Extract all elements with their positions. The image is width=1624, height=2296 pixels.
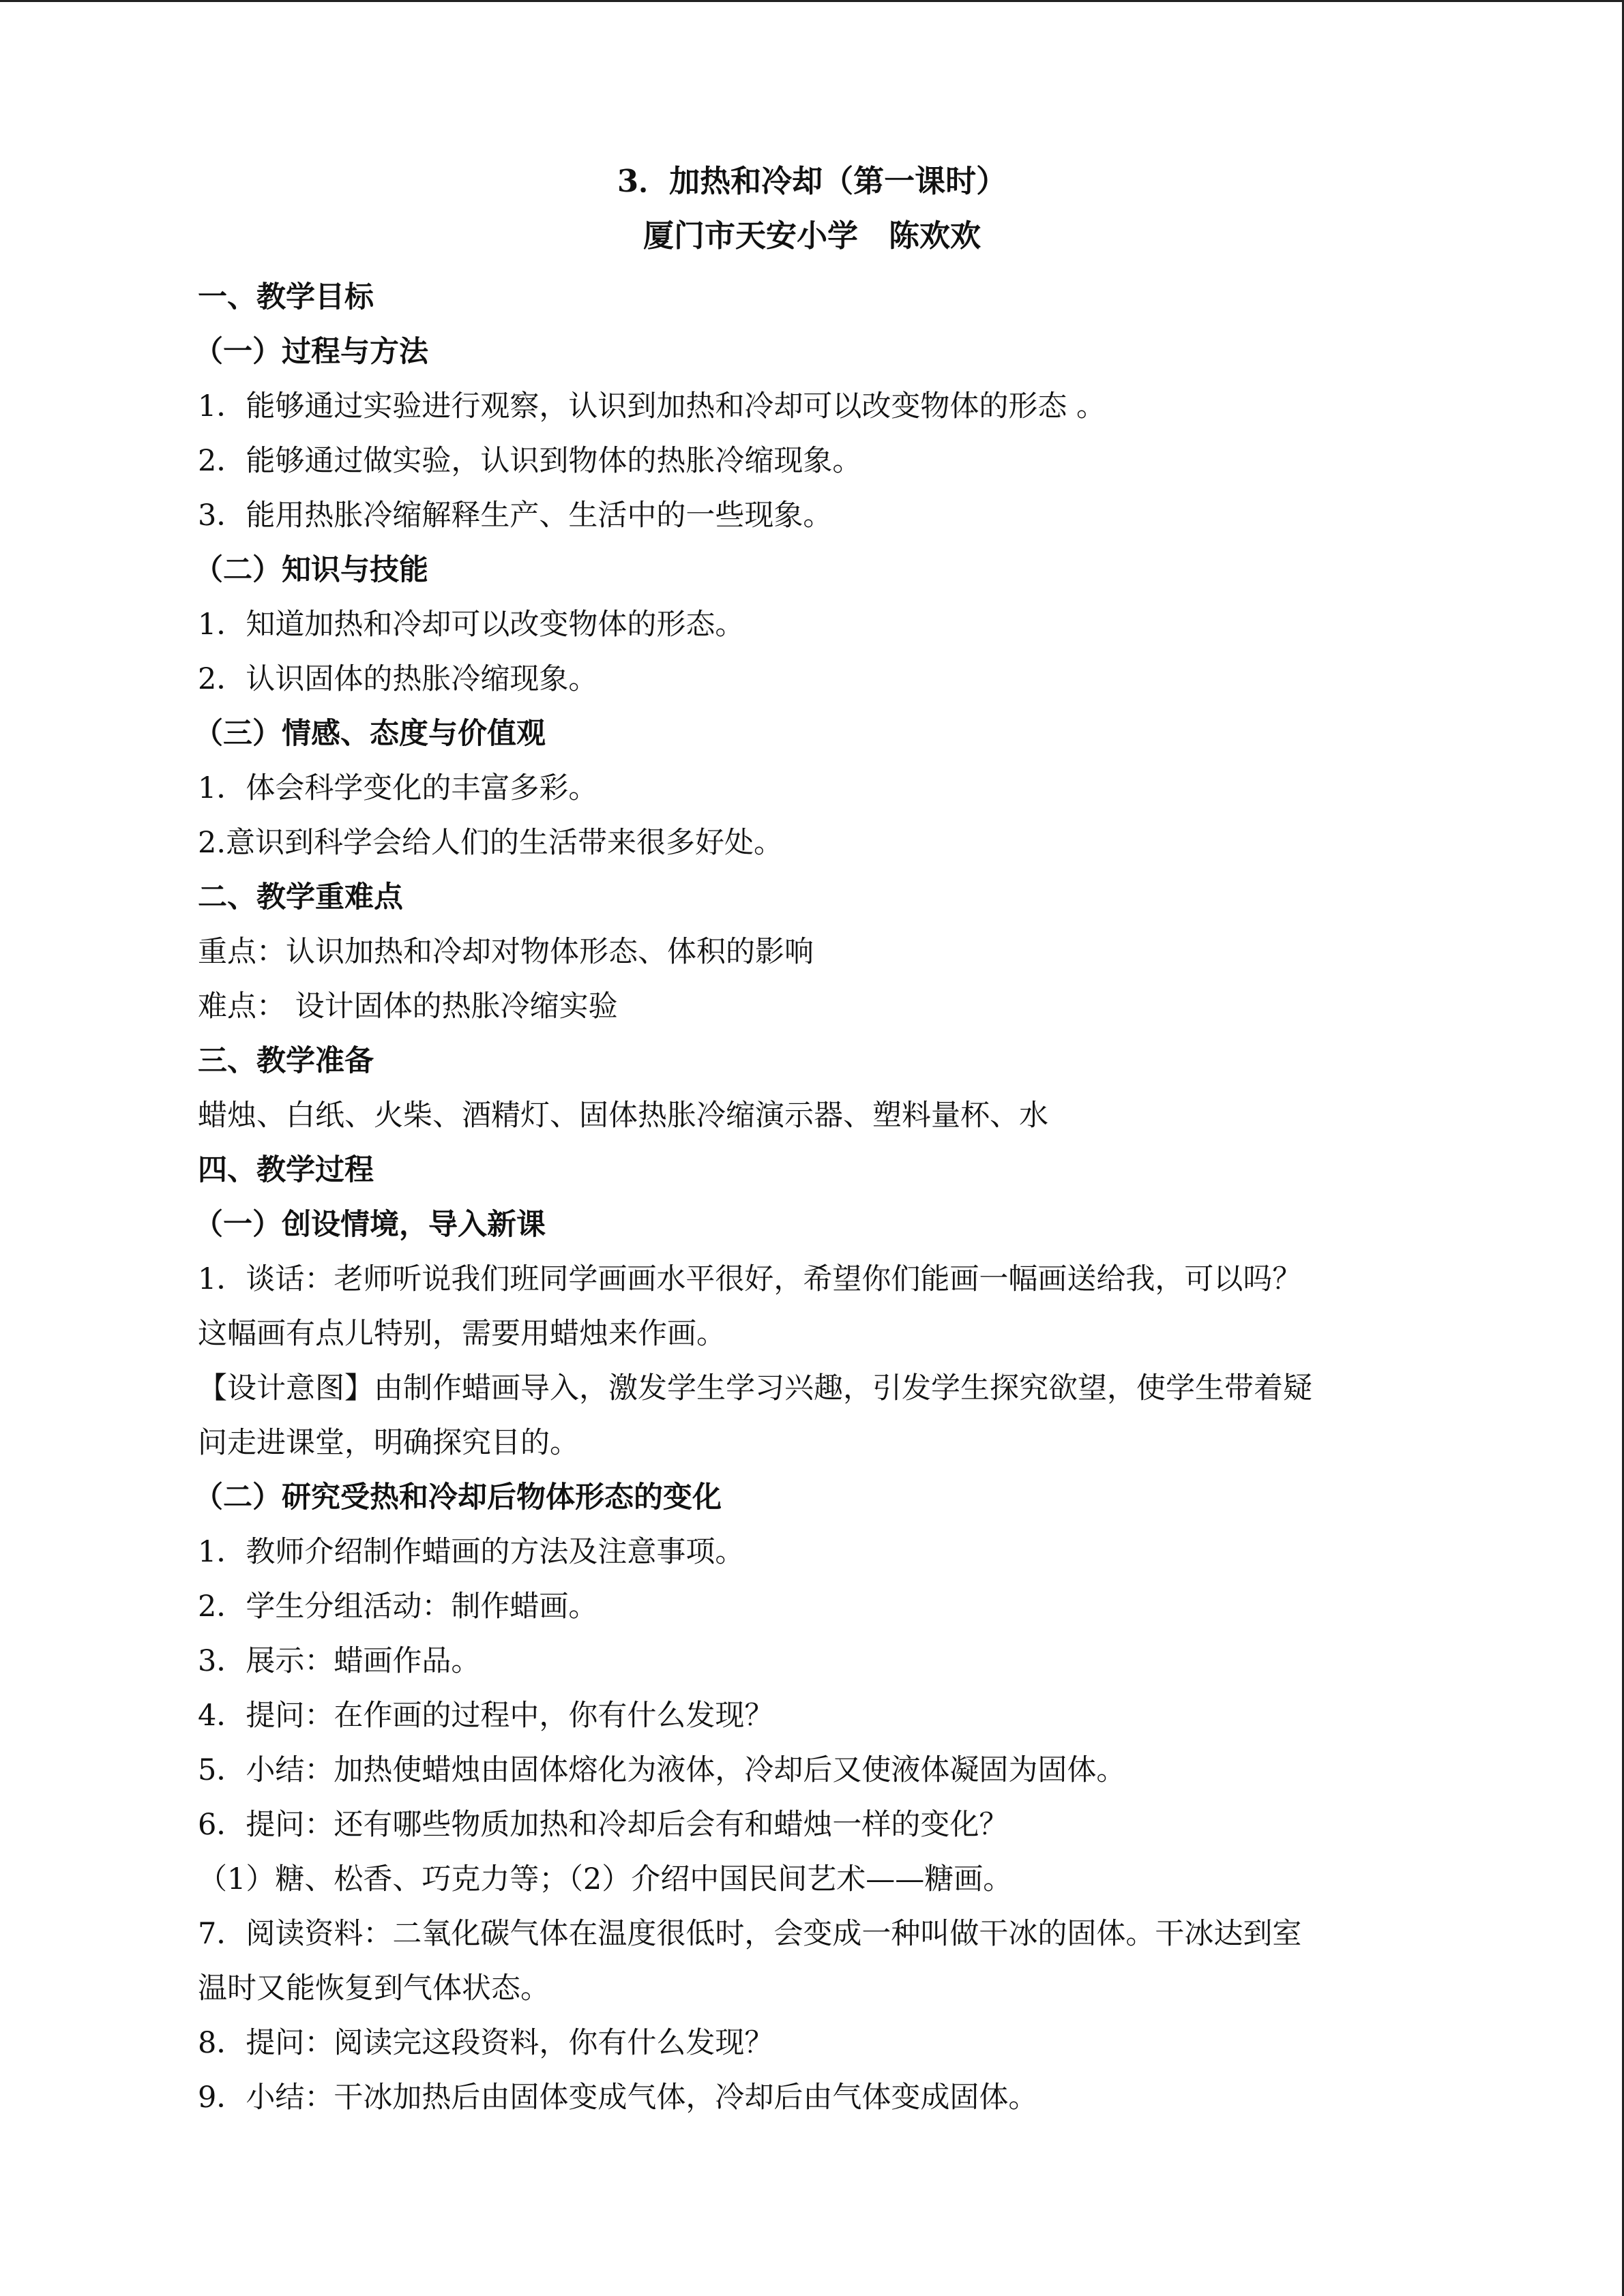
document-body [194,270,1466,2125]
body-line: 8．提问：阅读完这段资料，你有什么发现？ [198,2026,774,2060]
subsection-heading: （二）知识与技能 [194,553,428,587]
body-line: 蜡烛、白纸、火柴、酒精灯、固体热胀冷缩演示器、塑料量杯、水 [198,1099,1048,1133]
section-heading: 三、教学准备 [198,1044,374,1078]
body-line: 温时又能恢复到气体状态。 [198,1971,550,2006]
body-line: 2．认识固体的热胀冷缩现象。 [198,662,598,696]
body-line: 1．知道加热和冷却可以改变物体的形态。 [198,608,745,642]
body-line: 2．学生分组活动：制作蜡画。 [198,1590,598,1624]
body-line: 这幅画有点儿特别，需要用蜡烛来作画。 [198,1317,726,1351]
body-line: 5．小结：加热使蜡烛由固体熔化为液体，冷却后又使液体凝固为固体。 [198,1753,1126,1787]
body-line: 3．能用热胀冷缩解释生产、生活中的一些现象。 [198,498,833,533]
subsection-heading: （一）创设情境，导入新课 [194,1208,546,1242]
body-line: 难点： 设计固体的热胀冷缩实验 [198,989,618,1024]
document-title: 3．加热和冷却（第一课时） [617,163,1007,199]
body-line: 1．体会科学变化的丰富多彩。 [198,771,598,805]
body-line: 3．展示：蜡画作品。 [198,1644,481,1678]
body-line: 1．能够通过实验进行观察，认识到加热和冷却可以改变物体的形态 。 [198,389,1106,423]
body-line: 1．教师介绍制作蜡画的方法及注意事项。 [198,1535,745,1569]
subsection-heading: （三）情感、态度与价值观 [194,717,546,751]
body-line: 【设计意图】由制作蜡画导入，激发学生学习兴趣，引发学生探究欲望，使学生带着疑 [198,1371,1312,1405]
body-line: 1．谈话：老师听说我们班同学画画水平很好，希望你们能画一幅画送给我，可以吗？ [198,1262,1302,1296]
subsection-heading: （二）研究受热和冷却后物体形态的变化 [194,1480,722,1515]
document-author: 厦门市天安小学 陈欢欢 [643,218,981,254]
body-line: 6．提问：还有哪些物质加热和冷却后会有和蜡烛一样的变化？ [198,1808,1009,1842]
body-line: 问走进课堂，明确探究目的。 [198,1426,579,1460]
body-line: 2.意识到科学会给人们的生活带来很多好处。 [198,826,784,860]
subsection-heading: （一）过程与方法 [194,335,428,369]
body-line: 4．提问：在作画的过程中，你有什么发现？ [198,1699,774,1733]
body-line: 7．阅读资料：二氧化碳气体在温度很低时，会变成一种叫做干冰的固体。干冰达到室 [198,1917,1302,1951]
body-line: （1）糖、松香、巧克力等；（2）介绍中国民间艺术——糖画。 [198,1862,1013,1896]
body-line: 2．能够通过做实验，认识到物体的热胀冷缩现象。 [198,444,862,478]
section-heading: 二、教学重难点 [198,880,403,914]
body-line: 9．小结：干冰加热后由固体变成气体，冷却后由气体变成固体。 [198,2081,1038,2115]
section-heading: 四、教学过程 [198,1153,374,1187]
section-heading: 一、教学目标 [198,280,374,314]
body-line: 重点：认识加热和冷却对物体形态、体积的影响 [198,935,814,969]
